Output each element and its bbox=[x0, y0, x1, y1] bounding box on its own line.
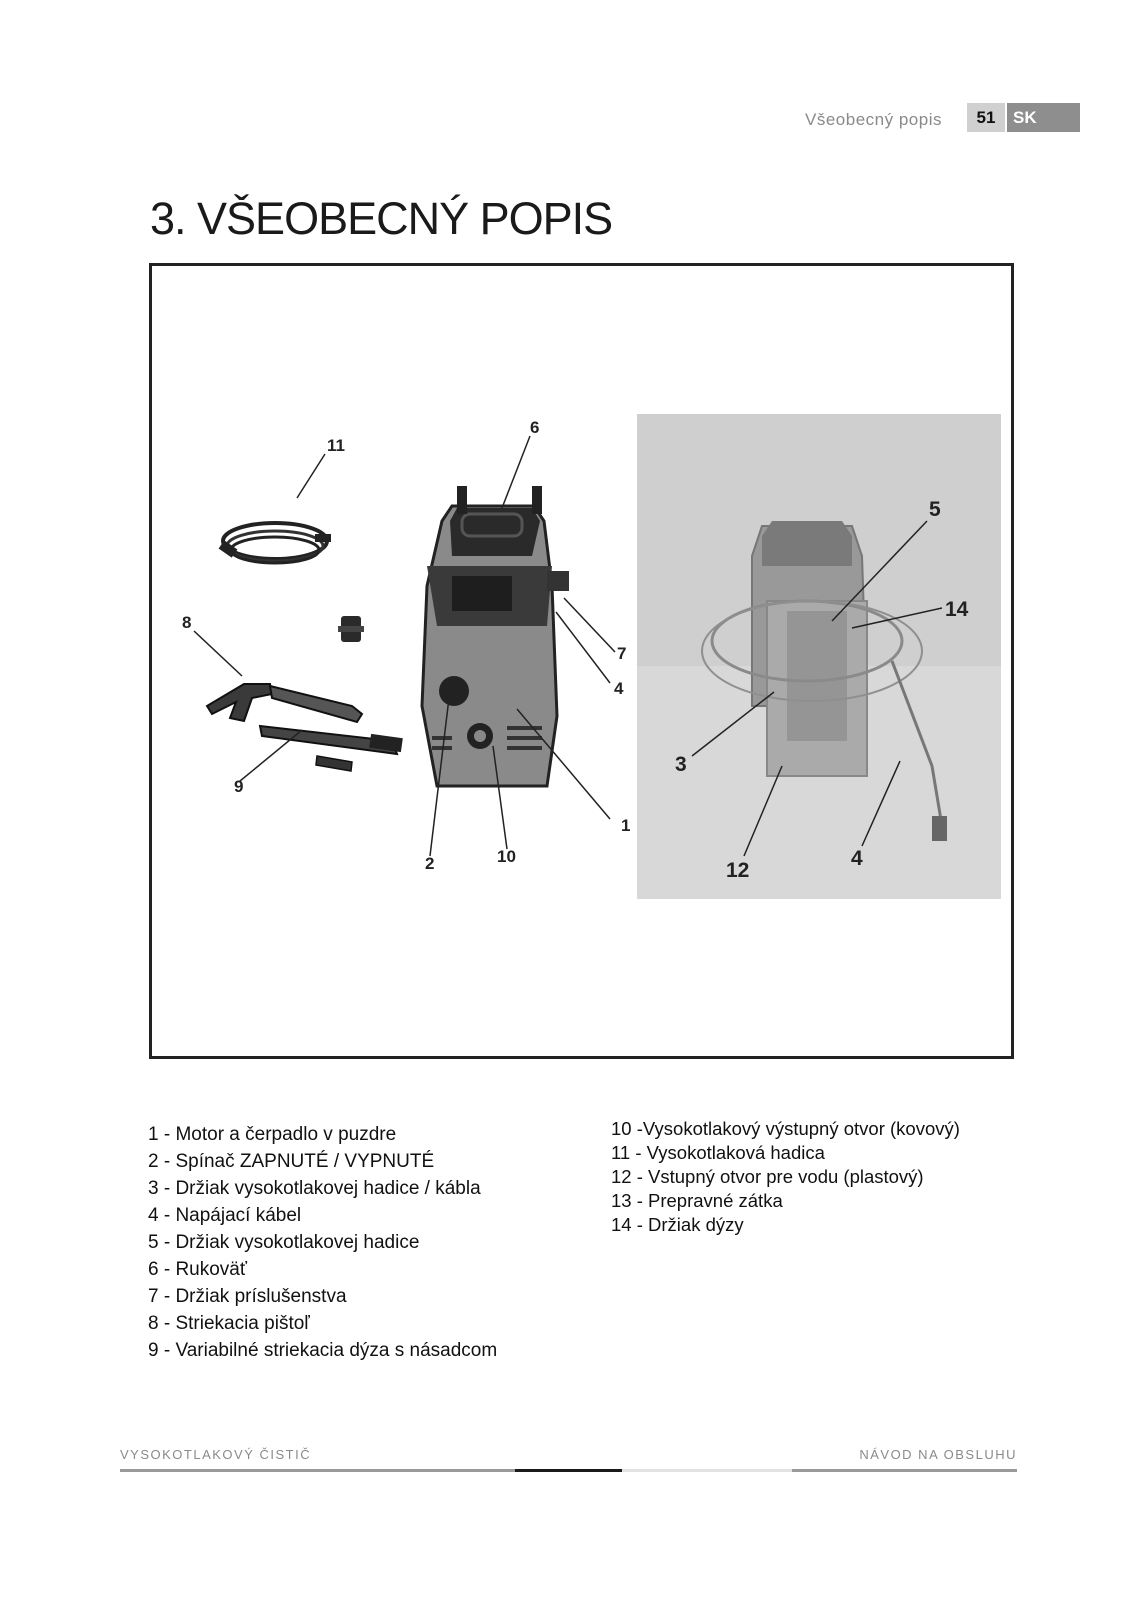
footer-divider-left bbox=[120, 1469, 515, 1472]
legend-item: 4 - Napájací kábel bbox=[148, 1205, 302, 1226]
legend-item: 5 - Držiak vysokotlakovej hadice bbox=[148, 1232, 420, 1253]
running-header-section: Všeobecný popis bbox=[805, 110, 942, 129]
legend-item: 9 - Variabilné striekacia dýza s násadcom bbox=[148, 1340, 498, 1361]
callout-4-back: 4 bbox=[851, 847, 863, 870]
callout-14: 14 bbox=[945, 598, 969, 621]
callout-12: 12 bbox=[726, 859, 750, 882]
section-title: 3. VŠEOBECNÝ POPIS bbox=[150, 193, 613, 244]
callout-9: 9 bbox=[234, 777, 244, 796]
footer-divider-mid bbox=[622, 1469, 792, 1472]
legend-item: 13 - Prepravné zátka bbox=[611, 1190, 783, 1211]
product-figure bbox=[149, 263, 1014, 1059]
legend-item: 3 - Držiak vysokotlakovej hadice / kábla bbox=[148, 1178, 481, 1199]
callout-1: 1 bbox=[621, 816, 631, 835]
legend-item: 7 - Držiak príslušenstva bbox=[148, 1286, 347, 1307]
spray-gun-illustration bbox=[207, 684, 362, 722]
legend-item: 1 - Motor a čerpadlo v puzdre bbox=[148, 1124, 397, 1145]
legend-list-left bbox=[148, 1121, 497, 1364]
page-number: 51 bbox=[967, 103, 1005, 132]
legend-item: 14 - Držiak dýzy bbox=[611, 1214, 744, 1235]
transport-plug-illustration bbox=[338, 616, 364, 642]
callout-3: 3 bbox=[675, 753, 687, 776]
product-illustration bbox=[152, 266, 1011, 1056]
footer-product-name: VYSOKOTLAKOVÝ ČISTIČ bbox=[120, 1447, 312, 1462]
spray-lance-illustration bbox=[260, 726, 403, 771]
callout-5: 5 bbox=[929, 498, 941, 521]
footer-manual-title: NÁVOD NA OBSLUHU bbox=[859, 1447, 1017, 1462]
callout-2: 2 bbox=[425, 854, 435, 873]
legend-list-right bbox=[611, 1117, 960, 1237]
callout-8: 8 bbox=[182, 613, 192, 632]
footer-divider-right bbox=[792, 1469, 1017, 1472]
hose-coil-illustration bbox=[219, 523, 331, 563]
footer-divider-center bbox=[515, 1469, 622, 1472]
callout-11: 11 bbox=[327, 436, 345, 455]
language-badge: SK bbox=[1007, 103, 1080, 132]
callout-10: 10 bbox=[497, 847, 516, 866]
legend-item: 6 - Rukoväť bbox=[148, 1259, 247, 1280]
legend-item: 12 - Vstupný otvor pre vodu (plastový) bbox=[611, 1166, 924, 1187]
legend-item: 11 - Vysokotlaková hadica bbox=[611, 1142, 825, 1163]
callout-4-front: 4 bbox=[614, 679, 624, 698]
legend-item: 10 -Vysokotlakový výstupný otvor (kovový) bbox=[611, 1118, 960, 1139]
product-back-photo bbox=[637, 414, 1001, 899]
callout-7: 7 bbox=[617, 644, 627, 663]
callout-6: 6 bbox=[530, 418, 540, 437]
legend-item: 8 - Striekacia pištoľ bbox=[148, 1313, 310, 1334]
legend-item: 2 - Spínač ZAPNUTÉ / VYPNUTÉ bbox=[148, 1151, 435, 1172]
